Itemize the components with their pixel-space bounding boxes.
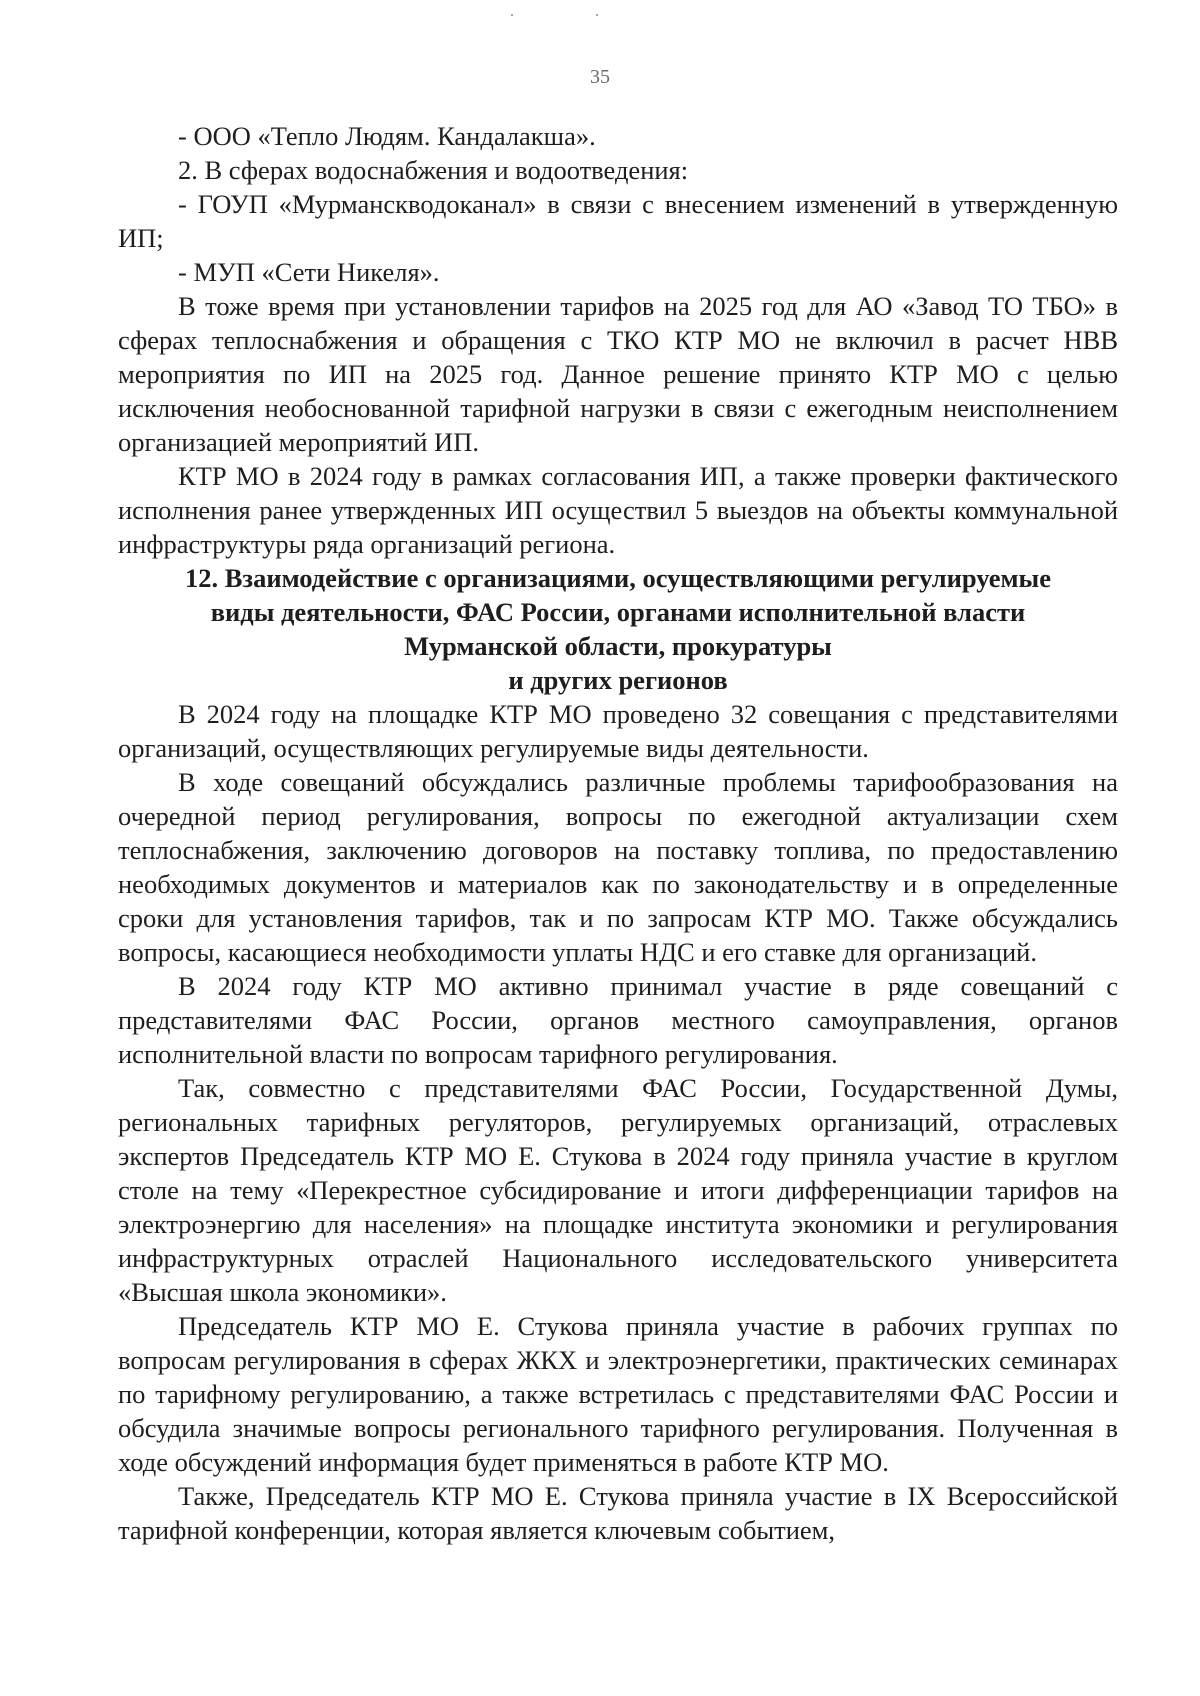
paragraph-round-table: Так, совместно с представителями ФАС России, Государственной Думы, региональных тарифных регуляторов, регулируемых организаций, отраслевых экспертов Председатель КТР МО Е. Стукова в 2024 году приняла участие в круглом столе на тему «Перекрестное субсидирование и итоги дифференциации тарифов на электроэнергию для населения» на площадке института экономики и регулирования инфраструктурных отраслей Национального исследовательского университета «Высшая школа экономики». bbox=[118, 1073, 1118, 1307]
paragraph-site-visits: КТР МО в 2024 году в рамках согласования ИП, а также проверки фактического исполнения ранее утвержденных ИП осуществил 5 выездов на объекты коммунальной инфраструктуры ряда организаций региона. bbox=[118, 461, 1118, 559]
paragraph-meeting-topics: В ходе совещаний обсуждались различные проблемы тарифообразования на очередной период регулирования, вопросы по ежегодной актуализации схем теплоснабжения, заключению договоров на поставку топлива, по предоставлению необходимых документов и материалов как по законодательству и в определенные сроки для установления тарифов, так и по запросам КТР МО. Также обсуждались вопросы, касающиеся необходимости уплаты НДС и его ставке для организаций. bbox=[118, 767, 1118, 967]
list-item-teplo-lyudyam: - ООО «Тепло Людям. Кандалакша». bbox=[178, 121, 596, 151]
list-item-seti-nikelya: - МУП «Сети Никеля». bbox=[178, 257, 440, 287]
section-heading-line: виды деятельности, ФАС России, органами исполнительной власти bbox=[210, 597, 1026, 627]
paragraph-fas-meetings: В 2024 году КТР МО активно принимал участие в ряде совещаний с представителями ФАС России, органов местного самоуправления, органов исполнительной власти по вопросам тарифного регулирования. bbox=[118, 971, 1118, 1069]
section-heading bbox=[118, 561, 1118, 697]
list-item-murmanskvodokanal: - ГОУП «Мурманскводоканал» в связи с внесением изменений в утвержденную ИП; bbox=[118, 189, 1118, 253]
section-heading-line: Мурманской области, прокуратуры bbox=[404, 631, 832, 661]
scan-speck bbox=[596, 14, 598, 16]
section-heading-line: 12. Взаимодействие с организациями, осуществляющими регулируемые bbox=[185, 563, 1051, 593]
page-number: 35 bbox=[590, 66, 610, 88]
list-item-water-supply: 2. В сферах водоснабжения и водоотведения: bbox=[178, 155, 689, 185]
section-heading-line: и других регионов bbox=[508, 665, 728, 695]
paragraph-tariff-conference: Также, Председатель КТР МО Е. Стукова приняла участие в IX Всероссийской тарифной конференции, которая является ключевым событием, bbox=[118, 1481, 1118, 1545]
document-body bbox=[118, 119, 1118, 1547]
scan-speck bbox=[511, 14, 513, 16]
paragraph-working-groups: Председатель КТР МО Е. Стукова приняла участие в рабочих группах по вопросам регулирования в сферах ЖКХ и электроэнергетики, практических семинарах по тарифному регулированию, а также встретилась с представителями ФАС России и обсудила значимые вопросы регионального тарифного регулирования. Полученная в ходе обсуждений информация будет применяться в работе КТР МО. bbox=[118, 1311, 1118, 1477]
paragraph-meetings-count: В 2024 году на площадке КТР МО проведено 32 совещания с представителями организаций, осуществляющих регулируемые виды деятельности. bbox=[118, 699, 1118, 763]
paragraph-tbo-plant: В тоже время при установлении тарифов на 2025 год для АО «Завод ТО ТБО» в сферах теплоснабжения и обращения с ТКО КТР МО не включил в расчет НВВ мероприятия по ИП на 2025 год. Данное решение принято КТР МО с целью исключения необоснованной тарифной нагрузки в связи с ежегодным неисполнением организацией мероприятий ИП. bbox=[118, 291, 1118, 457]
